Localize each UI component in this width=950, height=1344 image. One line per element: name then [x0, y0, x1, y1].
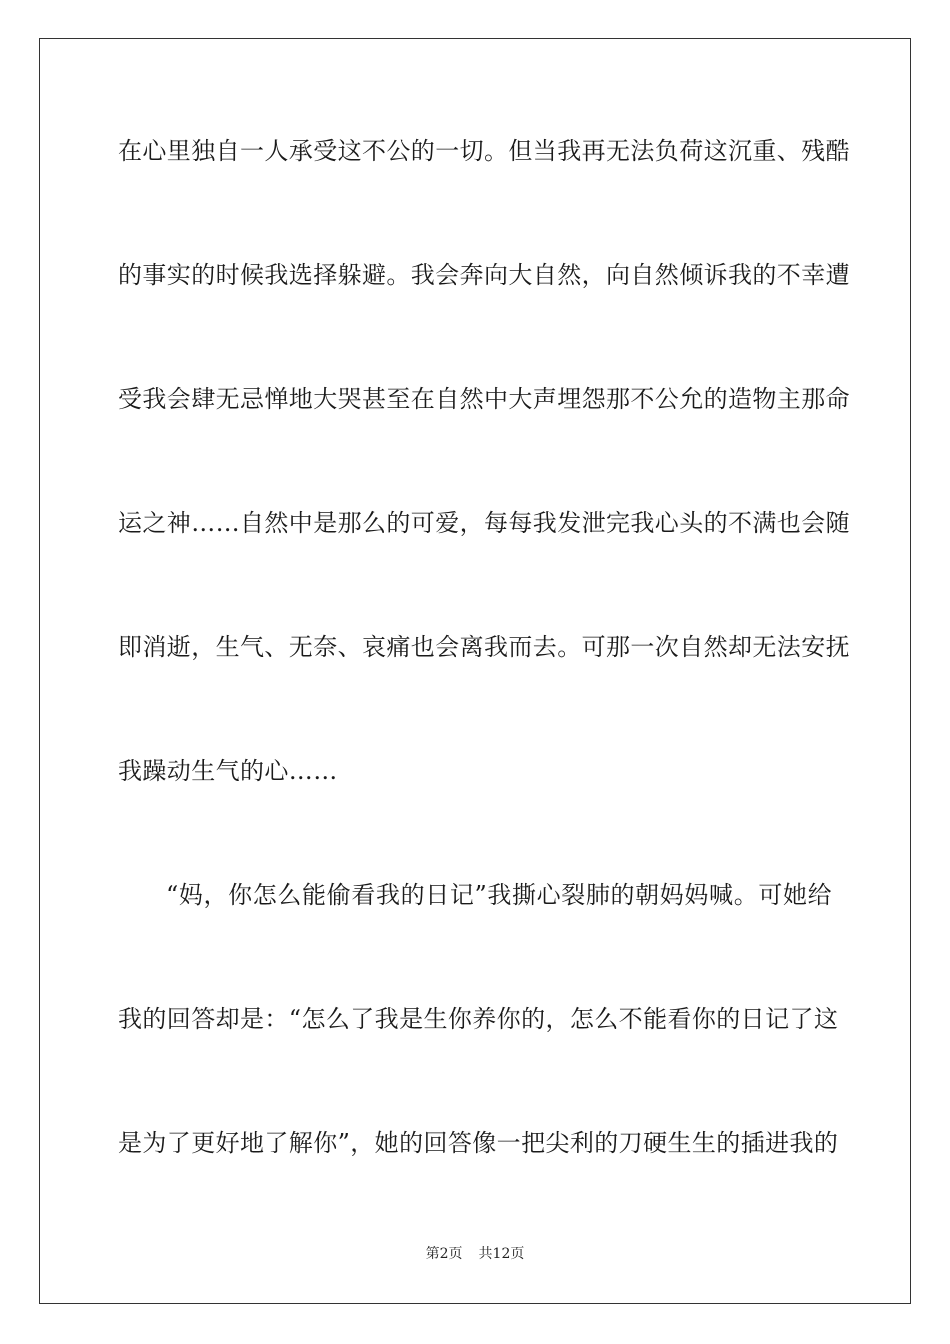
paragraph-line-9: 是为了更好地了解你”，她的回答像一把尖利的刀硬生生的插进我的 — [118, 1129, 839, 1157]
paragraph-line-6: 我躁动生气的心…… — [118, 757, 338, 785]
page-total: 共12页 — [478, 1246, 525, 1262]
page-border — [39, 38, 911, 1304]
paragraph-line-8: 我的回答却是：“怎么了我是生你养你的，怎么不能看你的日记了这 — [118, 1005, 839, 1033]
paragraph-line-2: 的事实的时候我选择躲避。我会奔向大自然，向自然倾诉我的不幸遭 — [118, 261, 850, 289]
page-footer — [0, 1245, 950, 1263]
paragraph-line-3: 受我会肆无忌惮地大哭甚至在自然中大声埋怨那不公允的造物主那命 — [118, 385, 850, 413]
paragraph-line-4: 运之神……自然中是那么的可爱，每每我发泄完我心头的不满也会随 — [118, 509, 850, 537]
paragraph-line-1: 在心里独自一人承受这不公的一切。但当我再无法负荷这沉重、残酷 — [118, 137, 850, 165]
page-number: 第2页 — [425, 1246, 463, 1262]
paragraph-line-7: “妈，你怎么能偷看我的日记”我撕心裂肺的朝妈妈喊。可她给 — [166, 881, 832, 909]
paragraph-line-5: 即消逝，生气、无奈、哀痛也会离我而去。可那一次自然却无法安抚 — [118, 633, 850, 661]
